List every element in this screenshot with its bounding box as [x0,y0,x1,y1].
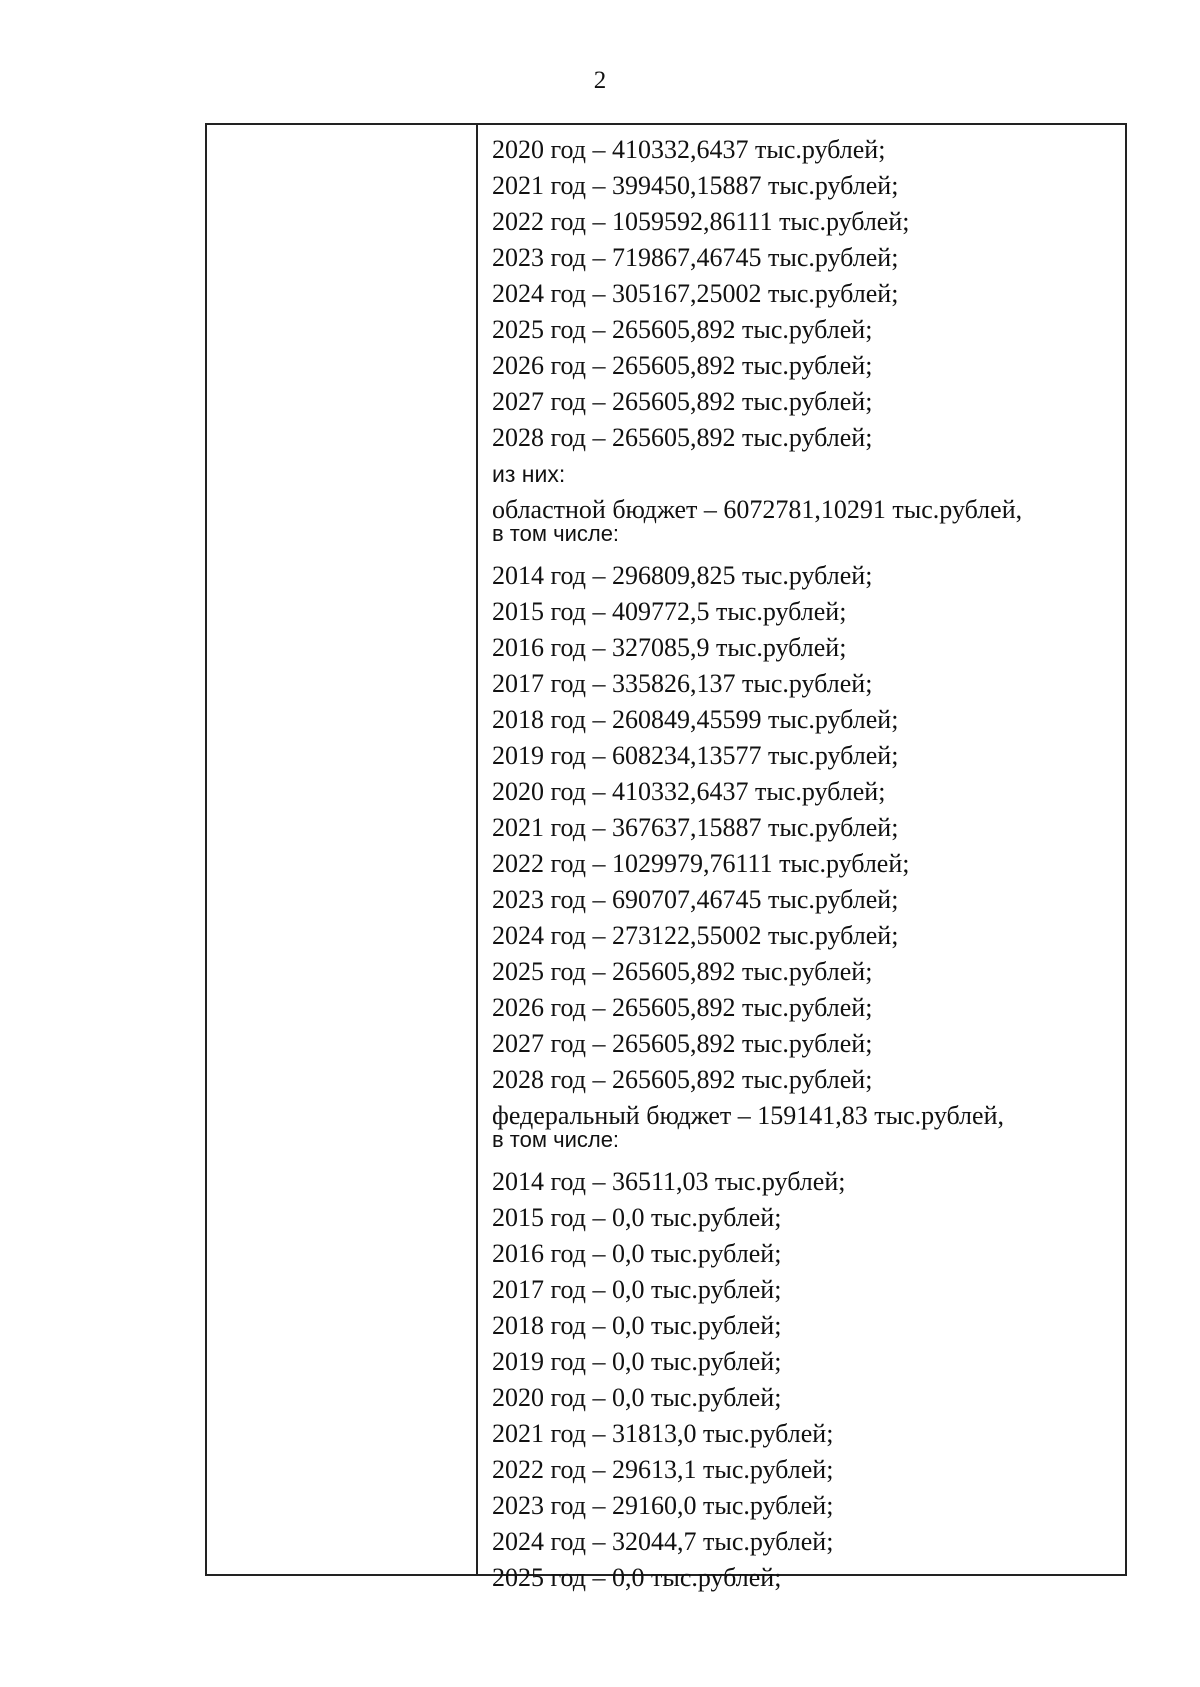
including-label: в том числе: [492,1127,620,1152]
year-line: 2027 год – 265605,892 тыс.рублей; [492,1029,873,1058]
year-line: 2019 год – 608234,13577 тыс.рублей; [492,741,899,770]
year-line: 2023 год – 719867,46745 тыс.рублей; [492,243,899,272]
of-which-label: из них: [492,461,566,487]
year-line: 2014 год – 36511,03 тыс.рублей; [492,1167,846,1196]
year-line: 2014 год – 296809,825 тыс.рублей; [492,561,873,590]
year-line: 2022 год – 1029979,76111 тыс.рублей; [492,849,910,878]
federal-budget-total: федеральный бюджет – 159141,83 тыс.рублей, [492,1101,1004,1130]
year-line: 2022 год – 29613,1 тыс.рублей; [492,1455,834,1484]
year-line: 2025 год – 0,0 тыс.рублей; [492,1563,782,1592]
year-line: 2017 год – 0,0 тыс.рублей; [492,1275,782,1304]
year-line: 2022 год – 1059592,86111 тыс.рублей; [492,207,910,236]
year-line: 2024 год – 32044,7 тыс.рублей; [492,1527,834,1556]
table-right-cell [478,125,1125,1592]
year-line: 2016 год – 327085,9 тыс.рублей; [492,633,847,662]
year-line: 2026 год – 265605,892 тыс.рублей; [492,351,873,380]
page-number: 2 [593,67,607,94]
year-line: 2020 год – 0,0 тыс.рублей; [492,1383,782,1412]
funding-table [205,123,1127,1592]
year-line: 2023 год – 29160,0 тыс.рублей; [492,1491,834,1520]
funding-lines [492,132,1115,1596]
year-line: 2023 год – 690707,46745 тыс.рублей; [492,885,899,914]
year-line: 2024 год – 273122,55002 тыс.рублей; [492,921,899,950]
year-line: 2015 год – 409772,5 тыс.рублей; [492,597,847,626]
year-line: 2017 год – 335826,137 тыс.рублей; [492,669,873,698]
year-line: 2021 год – 399450,15887 тыс.рублей; [492,171,899,200]
regional-budget-heading [492,492,1115,558]
year-line: 2020 год – 410332,6437 тыс.рублей; [492,777,886,806]
year-line: 2021 год – 367637,15887 тыс.рублей; [492,813,899,842]
year-line: 2028 год – 265605,892 тыс.рублей; [492,423,873,452]
year-line: 2028 год – 265605,892 тыс.рублей; [492,1065,873,1094]
year-line: 2020 год – 410332,6437 тыс.рублей; [492,135,886,164]
year-line: 2024 год – 305167,25002 тыс.рублей; [492,279,899,308]
year-line: 2021 год – 31813,0 тыс.рублей; [492,1419,834,1448]
year-line: 2027 год – 265605,892 тыс.рублей; [492,387,873,416]
year-line: 2018 год – 260849,45599 тыс.рублей; [492,705,899,734]
year-line: 2015 год – 0,0 тыс.рублей; [492,1203,782,1232]
table-left-cell [207,125,478,1574]
year-line: 2025 год – 265605,892 тыс.рублей; [492,315,873,344]
year-line: 2016 год – 0,0 тыс.рублей; [492,1239,782,1268]
regional-budget-total: областной бюджет – 6072781,10291 тыс.рублей, [492,495,1023,524]
federal-budget-heading [492,1098,1115,1164]
year-line: 2019 год – 0,0 тыс.рублей; [492,1347,782,1376]
including-label: в том числе: [492,521,620,546]
year-line: 2025 год – 265605,892 тыс.рублей; [492,957,873,986]
year-line: 2026 год – 265605,892 тыс.рублей; [492,993,873,1022]
year-line: 2018 год – 0,0 тыс.рублей; [492,1311,782,1340]
